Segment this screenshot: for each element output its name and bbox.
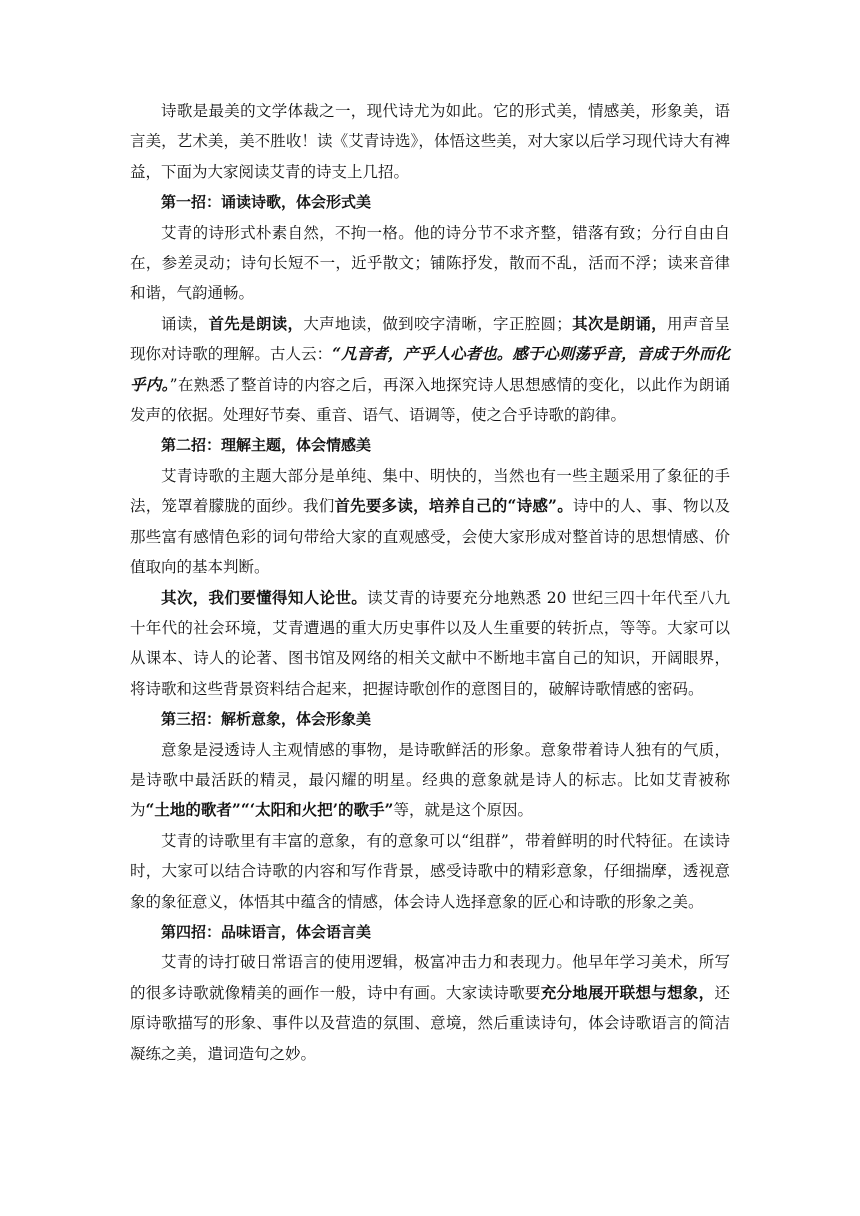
- section3-paragraph-1: [130, 735, 730, 826]
- section2-heading: 第二招：理解主题，体会情感美: [161, 436, 372, 455]
- text-run: 诵读，: [161, 314, 209, 333]
- section1-heading: 第一招：诵读诗歌，体会形式美: [161, 193, 372, 212]
- intro-paragraph: 诗歌是最美的文学体裁之一，现代诗尤为如此。它的形式美，情感美，形象美，语言美，艺术美，美不胜收！读《艾青诗选》，体悟这些美，对大家以后学习现代诗大有裨益，下面为大家阅读艾青的诗支上几招。: [130, 102, 730, 181]
- text-run: 读艾青的诗要充分地熟悉 20 世纪三四十年代至八九十年代的社会环境，艾青遭遇的重大历史事件以及人生重要的转折点，等等。大家可以从课本、诗人的论著、图书馆及网络的相关文献中不断地丰富自己的知识，开阔眼界，将诗歌和这些背景资料结合起来，把握诗歌创作的意图目的，破解诗歌情感的密码。: [130, 588, 730, 698]
- bold-run: 其次，我们要懂得知人论世。: [161, 587, 368, 607]
- text-run: 大声地读，做到咬字清晰，字正腔圆；: [303, 314, 572, 333]
- classical-quote: “凡音者，产乎人心者也。感于心则荡乎音，音成于外而化乎内。: [130, 344, 730, 394]
- text-run: 用声音呈现你对诗歌的理解。古人云：: [130, 314, 730, 364]
- text-run: 艾青的诗打破日常语言的使用逻辑，极富冲击力和表现力。他早年学习美术，所写的很多诗歌就像精美的画作一般，诗中有画。大家读诗歌要: [130, 953, 730, 1002]
- bold-run: 首先要多读，培养自己的“诗感”。: [334, 496, 573, 516]
- section2-paragraph-1: [130, 461, 730, 583]
- bold-run: 充分地展开联想与想象，: [540, 982, 715, 1002]
- text-run: 等，就是这个原因。: [393, 801, 533, 820]
- section1-paragraph-1: 艾青的诗形式朴素自然，不拘一格。他的诗分节不求齐整，错落有致；分行自由自在，参差灵动；诗句长短不一，近乎散文；铺陈抒发，散而不乱，活而不浮；读来音律和谐，气韵通畅。: [130, 223, 730, 303]
- text-run: 意象是浸透诗人主观情感的事物，是诗歌鲜活的形象。意象带着诗人独有的气质，是诗歌中最活跃的精灵，最闪耀的明星。经典的意象就是诗人的标志。比如艾青被称为: [130, 740, 730, 820]
- section1-paragraph-2: [130, 309, 730, 431]
- text-run: ”在熟悉了整首诗的内容之后，再深入地探究诗人思想感情的变化，以此作为朗诵发声的依据。处理好节奏、重音、语气、语调等，使之合乎诗歌的韵律。: [130, 375, 730, 425]
- section3-heading: 第三招：解析意象，体会形象美: [161, 710, 372, 729]
- section3-paragraph-2: 艾青的诗歌里有丰富的意象，有的意象可以“组群”，带着鲜明的时代特征。在读诗时，大家可以结合诗歌的内容和写作背景，感受诗歌中的精彩意象，仔细揣摩，透视意象的象征意义，体悟其中蕴含的情感，体会诗人选择意象的匠心和诗歌的形象之美。: [130, 831, 730, 911]
- bold-run: 其次是朗诵，: [571, 313, 667, 333]
- section2-paragraph-2: [130, 583, 730, 705]
- bold-run: “土地的歌者”“‘太阳和火把’的歌手”: [145, 800, 394, 820]
- bold-run: 首先是朗读，: [208, 313, 304, 333]
- text-run: 诗中的人、事、物以及那些富有感情色彩的词句带给大家的直观感受，会使大家形成对整首诗的思想情感、价值取向的基本判断。: [130, 497, 730, 577]
- section4-paragraph-1: [130, 947, 730, 1069]
- document-body: [130, 96, 730, 1069]
- section4-heading: 第四招：品味语言，体会语言美: [161, 922, 372, 941]
- text-run: 还原诗歌描写的形象、事件以及营造的氛围、意境，然后重读诗句，体会诗歌语言的简洁凝练之美，遣词造句之妙。: [130, 983, 730, 1063]
- text-run: 艾青诗歌的主题大部分是单纯、集中、明快的，当然也有一些主题采用了象征的手法，笼罩着朦胧的面纱。我们: [130, 466, 730, 516]
